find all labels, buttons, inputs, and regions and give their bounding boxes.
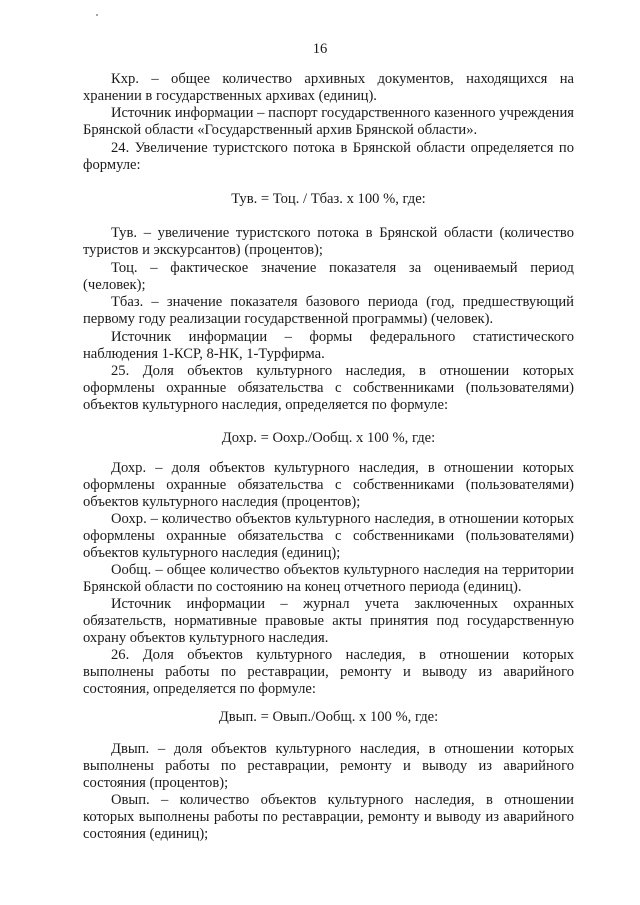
paragraph-ovyp-definition: Овып. – количество объектов культурного наследия, в отношении которых выполнены работы по реставрации, ремонту и выводу из аварийного состояния (единиц); <box>83 792 574 843</box>
paragraph-tuv-definition: Тув. – увеличение туристского потока в Брянской области (количество туристов и экскурсантов) (процентов); <box>83 225 574 259</box>
paragraph-kxr-definition: Кхр. – общее количество архивных документов, находящихся на хранении в государственных архивах (единиц). <box>83 71 574 105</box>
paragraph-tbaz-definition: Тбаз. – значение показателя базового периода (год, предшествующий первому году реализации государственной программы) (человек). <box>83 294 574 328</box>
paragraph-doxr-definition: Дохр. – доля объектов культурного наследия, в отношении которых оформлены охранные обязательства с собственниками (пользователями) объектов культурного наследия (процентов); <box>83 460 574 511</box>
page-number: 16 <box>312 41 328 57</box>
paragraph-info-source-journal: Источник информации – журнал учета заключенных охранных обязательств, нормативные правовые акты принятия под государственную охрану объектов культурного наследия. <box>83 596 574 647</box>
paragraph-ooxr-definition: Оохр. – количество объектов культурного наследия, в отношении которых оформлены охранные обязательства с собственниками (пользователями) объектов культурного наследия (единиц); <box>83 511 574 562</box>
formula-restoration-share: Двып. = Овып./Ообщ. х 100 %, где: <box>218 709 439 725</box>
formula-tourist-flow: Тув. = Тоц. / Тбаз. х 100 %, где: <box>231 191 426 207</box>
paragraph-info-source-archive: Источник информации – паспорт государственного казенного учреждения Брянской области «Государственный архив Брянской области». <box>83 105 574 139</box>
paragraph-item-24: 24. Увеличение туристского потока в Брянской области определяется по формуле: <box>83 140 574 174</box>
paragraph-dvyp-definition: Двып. – доля объектов культурного наследия, в отношении которых выполнены работы по реставрации, ремонту и выводу из аварийного состояния (процентов); <box>83 741 574 792</box>
scan-speck <box>96 14 98 16</box>
paragraph-oobsch-definition: Ообщ. – общее количество объектов культурного наследия на территории Брянской области по состоянию на конец отчетного периода (единиц). <box>83 562 574 596</box>
formula-protection-share: Дохр. = Оохр./Ообщ. х 100 %, где: <box>221 430 436 446</box>
paragraph-info-source-statistics: Источник информации – формы федерального статистического наблюдения 1-КСР, 8-НК, 1-Турфирма. <box>83 329 574 363</box>
paragraph-toc-definition: Тоц. – фактическое значение показателя за оцениваемый период (человек); <box>83 260 574 294</box>
paragraph-item-25: 25. Доля объектов культурного наследия, в отношении которых оформлены охранные обязательства с собственниками (пользователями) объектов культурного наследия, определяется по формуле: <box>83 363 574 414</box>
paragraph-item-26: 26. Доля объектов культурного наследия, в отношении которых выполнены работы по реставрации, ремонту и выводу из аварийного состояния, определяется по формуле: <box>83 647 574 698</box>
